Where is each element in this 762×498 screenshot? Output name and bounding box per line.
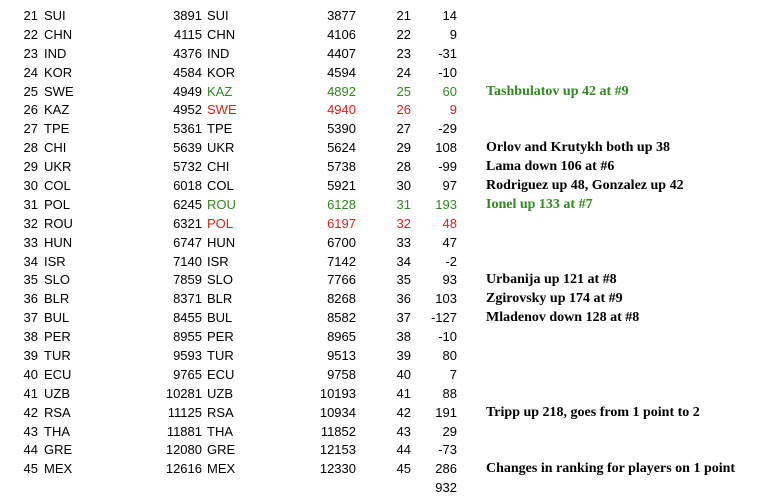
- country-code-new: BLR: [207, 291, 233, 307]
- rank-new: 24: [396, 64, 411, 80]
- country-code-old: GRE: [44, 442, 73, 458]
- points-old: 12080: [165, 442, 202, 458]
- rank-cell: 32: [23, 215, 38, 231]
- change-note: Orlov and Krutykh both up 38: [486, 140, 670, 156]
- points-diff: 7: [449, 366, 457, 382]
- country-code-old: BUL: [44, 310, 70, 326]
- change-note: Lama down 106 at #6: [486, 159, 615, 175]
- points-old: 8371: [173, 291, 202, 307]
- points-diff: 88: [442, 385, 457, 401]
- rank-cell: 41: [23, 385, 38, 401]
- points-old: 5732: [173, 159, 202, 175]
- points-new: 8965: [327, 329, 356, 345]
- points-old: 10281: [165, 385, 202, 401]
- country-code-new: KOR: [207, 64, 236, 80]
- points-new: 7142: [327, 253, 356, 269]
- table-row: [0, 347, 762, 366]
- table-row: [0, 366, 762, 385]
- country-code-old: SLO: [44, 272, 71, 288]
- rank-cell: 24: [23, 64, 38, 80]
- points-new: 9513: [327, 348, 356, 364]
- table-row: [0, 385, 762, 404]
- country-code-old: KOR: [44, 64, 73, 80]
- points-new: 4594: [327, 64, 356, 80]
- points-old: 9593: [173, 348, 202, 364]
- rank-new: 31: [396, 196, 411, 212]
- table-row: [0, 328, 762, 347]
- total-row: [0, 479, 762, 498]
- country-code-old: SUI: [44, 8, 66, 23]
- table-row: [0, 253, 762, 272]
- country-code-old: MEX: [44, 461, 73, 477]
- points-diff: -73: [438, 442, 457, 458]
- points-new: 12153: [319, 442, 356, 458]
- points-new: 6700: [327, 234, 356, 250]
- points-diff: 286: [435, 461, 457, 477]
- rank-new: 38: [396, 329, 411, 345]
- rank-new: 34: [396, 253, 411, 269]
- rank-new: 40: [396, 366, 411, 382]
- points-old: 4584: [173, 64, 202, 80]
- points-old: 9765: [173, 366, 202, 382]
- table-row: [0, 271, 762, 290]
- points-new: 10934: [319, 404, 356, 420]
- change-note: Mladenov down 128 at #8: [486, 310, 640, 326]
- rank-new: 23: [396, 45, 411, 61]
- rank-cell: 44: [23, 442, 38, 458]
- rank-new: 36: [396, 291, 411, 307]
- table-row: [0, 7, 762, 26]
- rank-cell: 37: [23, 310, 38, 326]
- rank-cell: 33: [23, 234, 38, 250]
- country-code-new: TUR: [207, 348, 234, 364]
- table-row: [0, 309, 762, 328]
- country-code-old: TUR: [44, 348, 71, 364]
- points-diff: -10: [438, 64, 457, 80]
- points-new: 5921: [327, 178, 356, 194]
- country-code-old: PER: [44, 329, 71, 345]
- rank-new: 22: [396, 26, 411, 42]
- country-code-new: UZB: [207, 385, 233, 401]
- country-code-old: POL: [44, 196, 71, 212]
- points-new: 5390: [327, 121, 356, 137]
- country-code-new: ECU: [207, 366, 235, 382]
- rank-cell: 39: [23, 348, 38, 364]
- country-code-old: THA: [44, 423, 70, 439]
- table-row: [0, 64, 762, 83]
- country-code-old: UKR: [44, 159, 72, 175]
- rank-cell: 42: [23, 404, 38, 420]
- country-code-new: SLO: [207, 272, 234, 288]
- country-code-new: THA: [207, 423, 233, 439]
- rank-new: 28: [396, 159, 411, 175]
- points-old: 4115: [174, 26, 202, 42]
- rank-new: 33: [396, 234, 411, 250]
- rank-cell: 36: [23, 291, 38, 307]
- rank-cell: 25: [23, 83, 38, 99]
- rank-cell: 35: [23, 272, 38, 288]
- table-row: [0, 423, 762, 442]
- points-diff: 60: [442, 83, 457, 99]
- rank-new: 29: [396, 140, 411, 156]
- points-new: 4892: [327, 83, 356, 99]
- country-code-old: CHN: [44, 26, 73, 42]
- rank-new: 32: [396, 215, 411, 231]
- points-diff: 48: [442, 215, 457, 231]
- rank-new: 35: [396, 272, 411, 288]
- country-code-new: IND: [207, 45, 230, 61]
- country-code-old: SWE: [44, 83, 74, 99]
- rank-cell: 31: [23, 196, 38, 212]
- rank-cell: 30: [23, 178, 38, 194]
- country-code-new: ROU: [207, 196, 236, 212]
- points-diff: 29: [442, 423, 457, 439]
- points-diff: 103: [435, 291, 457, 307]
- points-old: 12616: [165, 461, 202, 477]
- points-old: 8455: [173, 310, 202, 326]
- points-old: 7859: [173, 272, 202, 288]
- country-code-new: CHN: [207, 26, 236, 42]
- points-old: 8955: [173, 329, 202, 345]
- rank-cell: 38: [23, 329, 38, 345]
- country-code-new: PER: [207, 329, 234, 345]
- rank-cell: 22: [23, 26, 38, 42]
- table-row: [0, 158, 762, 177]
- country-code-old: COL: [44, 178, 71, 194]
- points-diff: -2: [445, 253, 457, 269]
- points-diff-total: 932: [435, 480, 457, 496]
- rank-cell: 27: [23, 121, 38, 137]
- country-code-new: MEX: [207, 461, 236, 477]
- table-row: [0, 460, 762, 479]
- rank-new: 44: [396, 442, 411, 458]
- points-diff: 47: [442, 234, 457, 250]
- points-new: 6128: [327, 196, 356, 212]
- rank-new: 30: [396, 178, 411, 194]
- points-new: 11852: [320, 423, 356, 439]
- rank-cell: 23: [23, 45, 38, 61]
- points-old: 4949: [173, 83, 202, 99]
- points-old: 3891: [173, 8, 202, 23]
- change-note: Zgirovsky up 174 at #9: [486, 291, 623, 307]
- rank-new: 45: [396, 461, 411, 477]
- points-old: 4952: [173, 102, 202, 118]
- rank-cell: 34: [23, 253, 38, 269]
- rank-new: 37: [396, 310, 411, 326]
- points-new: 8268: [327, 291, 356, 307]
- country-code-new: POL: [207, 215, 234, 231]
- country-code-old: BLR: [44, 291, 70, 307]
- points-new: 4106: [327, 26, 356, 42]
- country-code-new: GRE: [207, 442, 236, 458]
- table-row: [0, 120, 762, 139]
- points-diff: -31: [438, 45, 457, 61]
- change-note: Urbanija up 121 at #8: [486, 272, 617, 288]
- table-row: [0, 139, 762, 158]
- rank-cell: 40: [23, 366, 38, 382]
- rank-new: 43: [396, 423, 411, 439]
- country-code-new: TPE: [207, 121, 233, 137]
- rank-new: 25: [396, 83, 411, 99]
- points-old: 5361: [173, 121, 202, 137]
- points-diff: -99: [438, 159, 457, 175]
- points-old: 6747: [173, 234, 202, 250]
- table-row: [0, 45, 762, 64]
- points-diff: 193: [435, 196, 457, 212]
- rank-new: 21: [396, 8, 411, 23]
- change-note: Rodriguez up 48, Gonzalez up 42: [486, 178, 684, 194]
- country-code-old: UZB: [44, 385, 70, 401]
- points-new: 7766: [327, 272, 356, 288]
- rank-new: 27: [396, 121, 411, 137]
- change-note: Tripp up 218, goes from 1 point to 2: [486, 404, 700, 420]
- rank-new: 39: [396, 348, 411, 364]
- rank-cell: 26: [23, 102, 38, 118]
- points-diff: 108: [435, 140, 457, 156]
- ranking-table: [0, 7, 762, 498]
- country-code-new: SUI: [207, 8, 229, 23]
- points-diff: -10: [438, 329, 457, 345]
- change-note: Changes in ranking for players on 1 point: [486, 461, 736, 477]
- points-new: 6197: [327, 215, 356, 231]
- table-row: [0, 83, 762, 102]
- rank-cell: 28: [23, 140, 38, 156]
- points-old: 11125: [167, 404, 202, 420]
- country-code-new: COL: [207, 178, 234, 194]
- country-code-old: CHI: [44, 140, 67, 156]
- rank-cell: 21: [23, 8, 38, 23]
- points-diff: -29: [438, 121, 457, 137]
- country-code-old: HUN: [44, 234, 73, 250]
- points-new: 8582: [327, 310, 356, 326]
- points-new: 4407: [327, 45, 356, 61]
- points-old: 11881: [166, 423, 202, 439]
- table-row: [0, 441, 762, 460]
- country-code-new: RSA: [207, 404, 234, 420]
- points-new: 10193: [319, 385, 356, 401]
- rank-new: 42: [396, 404, 411, 420]
- country-code-new: UKR: [207, 140, 235, 156]
- points-diff: 80: [442, 348, 457, 364]
- country-code-old: IND: [44, 45, 67, 61]
- rank-cell: 43: [23, 423, 38, 439]
- points-new: 4940: [327, 102, 356, 118]
- country-code-old: ECU: [44, 366, 72, 382]
- country-code-old: ROU: [44, 215, 73, 231]
- country-code-new: SWE: [207, 102, 237, 118]
- points-diff: 14: [442, 8, 457, 23]
- points-diff: 93: [442, 272, 457, 288]
- points-old: 6321: [173, 215, 202, 231]
- country-code-new: HUN: [207, 234, 236, 250]
- table-row: [0, 404, 762, 423]
- rank-cell: 29: [23, 159, 38, 175]
- points-old: 4376: [173, 45, 202, 61]
- points-old: 6018: [173, 178, 202, 194]
- country-code-old: ISR: [44, 253, 66, 269]
- country-code-new: KAZ: [207, 83, 233, 99]
- points-new: 5624: [327, 140, 356, 156]
- points-diff: 9: [449, 102, 457, 118]
- rank-new: 26: [396, 102, 411, 118]
- points-diff: 9: [449, 26, 457, 42]
- points-diff: 191: [435, 404, 457, 420]
- points-old: 7140: [173, 253, 202, 269]
- table-row: [0, 196, 762, 215]
- country-code-old: KAZ: [44, 102, 70, 118]
- points-old: 6245: [173, 196, 202, 212]
- points-new: 9758: [327, 366, 356, 382]
- change-note: Ionel up 133 at #7: [486, 196, 593, 212]
- table-row: [0, 26, 762, 45]
- points-diff: 97: [442, 178, 457, 194]
- rank-new: 41: [396, 385, 411, 401]
- points-new: 3877: [327, 8, 356, 23]
- rank-cell: 45: [23, 461, 38, 477]
- country-code-new: BUL: [207, 310, 233, 326]
- country-code-new: CHI: [207, 159, 230, 175]
- points-diff: -127: [430, 310, 457, 326]
- change-note: Tashbulatov up 42 at #9: [486, 83, 629, 99]
- table-row: [0, 215, 762, 234]
- country-code-old: TPE: [44, 121, 70, 137]
- table-row: [0, 290, 762, 309]
- country-code-old: RSA: [44, 404, 71, 420]
- table-row: [0, 234, 762, 253]
- table-row: [0, 177, 762, 196]
- country-code-new: ISR: [207, 253, 229, 269]
- points-new: 5738: [327, 159, 356, 175]
- table-row: [0, 101, 762, 120]
- points-new: 12330: [319, 461, 356, 477]
- points-old: 5639: [173, 140, 202, 156]
